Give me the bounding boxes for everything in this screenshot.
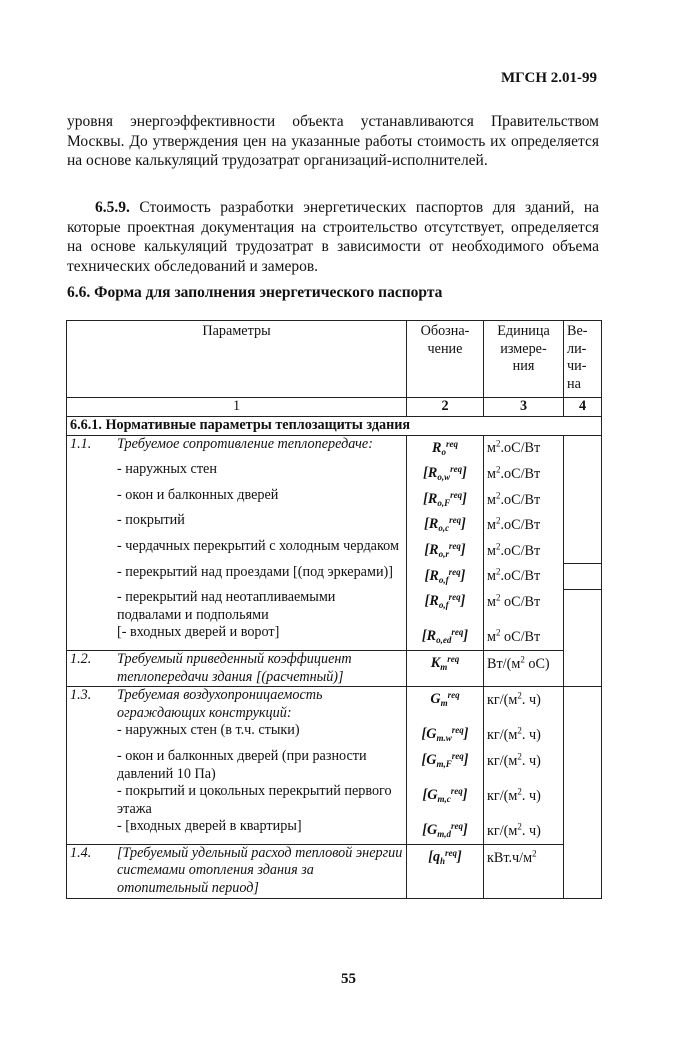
clause-number: 6.5.9.: [95, 199, 130, 216]
parameter-text: - окон и балконных дверей: [117, 486, 279, 503]
unit-text: $кг/(м^2$. ч): [487, 786, 541, 804]
unit-cell: [484, 435, 564, 461]
symbol-base: G: [426, 822, 438, 839]
bracket: ]: [461, 516, 466, 533]
symbol: [410, 436, 480, 462]
parameter-text: Требуемое сопротивление теплопередаче:: [117, 435, 373, 452]
symbol-superscript: req: [450, 464, 463, 475]
value-cell[interactable]: [564, 435, 602, 563]
subsection-title: 6.6.1. Нормативные параметры теплозащиты здания: [67, 417, 602, 436]
parameter-cell: [67, 650, 407, 686]
symbol-superscript: req: [447, 690, 460, 701]
symbol-subscript: m,d: [437, 829, 451, 840]
symbol-base: G: [426, 751, 437, 768]
bracket: [: [421, 726, 427, 743]
item-number: 1.1.: [70, 435, 92, 452]
table-row: [67, 818, 602, 844]
symbol-superscript: req: [451, 725, 464, 736]
bracket: [: [423, 465, 428, 482]
symbol-superscript: req: [447, 653, 460, 664]
unit-cell: [484, 687, 564, 723]
bracket: ]: [462, 787, 468, 804]
parameter-cell: [67, 722, 407, 748]
unit-text: $м^2.оС/Вт$: [487, 489, 541, 508]
symbol-base: G: [430, 691, 441, 708]
parameter-text: Требуемый приведенный коэффициент теплопередачи здания [(расчетный)]: [117, 650, 352, 685]
symbol-subscript: m.w: [436, 733, 452, 744]
section-title: 6.6. Форма для заполнения энергетического паспорта: [67, 284, 443, 301]
col-number: 4: [564, 398, 602, 417]
parameter-text: - окон и балконных дверей (при разности давлений 10 Па): [117, 747, 367, 782]
symbol: [410, 845, 480, 871]
bracket: [: [421, 628, 427, 645]
symbol-cell: [407, 435, 484, 461]
symbol-cell: [407, 589, 484, 624]
symbol-cell: [407, 538, 484, 564]
symbol-base: R: [428, 516, 439, 533]
bracket: [: [421, 751, 427, 768]
unit-text: $кг/(м^2$. ч): [487, 725, 541, 744]
symbol-base: R: [429, 567, 439, 584]
symbol-cell: [407, 687, 484, 723]
header-value: Ве- ли- чи- на: [564, 321, 602, 398]
symbol-cell: [407, 722, 484, 748]
bracket: [: [424, 541, 430, 558]
bracket: [: [424, 593, 430, 610]
symbol: [410, 512, 480, 538]
value-cell[interactable]: [564, 687, 602, 845]
unit-cell: [484, 487, 564, 513]
bracket: [: [422, 787, 428, 804]
symbol-base: R: [432, 439, 442, 456]
parameter-cell: [67, 435, 407, 461]
bracket: ]: [457, 848, 462, 865]
symbol-base: R: [429, 541, 439, 558]
item-number: 1.2.: [70, 650, 92, 667]
unit-cell: [484, 748, 564, 783]
item-number: 1.3.: [70, 687, 92, 704]
parameter-text: - покрытий: [117, 512, 185, 529]
symbol-base: G: [427, 787, 438, 804]
symbol: [410, 624, 480, 650]
symbol-superscript: req: [448, 566, 461, 577]
paragraph: уровня энергоэффективности объекта устанавливаются Правительством Москвы. До утверждения цен на указанные работы стоимость их определяется на основе калькуляций трудозатрат организаций-исполнителей.: [67, 113, 599, 170]
symbol-subscript: o,F: [437, 497, 451, 508]
symbol-superscript: req: [448, 540, 461, 551]
parameter-cell: [67, 487, 407, 513]
symbol: [410, 538, 480, 564]
parameter-cell: [67, 748, 407, 783]
value-cell[interactable]: [564, 589, 602, 650]
bracket: [: [423, 490, 428, 507]
energy-passport-table: [66, 320, 602, 899]
symbol-subscript: o,f: [438, 574, 449, 585]
symbol: [410, 783, 480, 809]
bracket: ]: [462, 490, 467, 507]
symbol-subscript: o,f: [438, 600, 449, 611]
parameter-cell: [67, 589, 407, 624]
value-cell[interactable]: [564, 564, 602, 590]
table-row: [67, 564, 602, 590]
table-row: [67, 687, 602, 723]
unit-text: $м^2.оС/Вт$: [487, 566, 541, 585]
unit-text: $кг/(м^2$. ч): [487, 821, 541, 840]
bracket: [: [428, 848, 433, 865]
parameter-text: - перекрытий над проездами [(под эркерами)]: [117, 563, 393, 580]
page-number: 55: [341, 971, 356, 987]
bracket: ]: [463, 822, 468, 839]
unit-cell: [484, 589, 564, 624]
symbol-subscript: o,ed: [436, 635, 452, 646]
symbol: [410, 487, 480, 513]
col-number: 3: [484, 398, 564, 417]
unit-text: $м^2.оС/Вт$: [487, 438, 541, 457]
unit-cell: [484, 818, 564, 844]
table-row: [67, 650, 602, 686]
symbol-subscript: m,F: [436, 758, 452, 769]
unit-text: $кг/(м^2$. ч): [487, 690, 541, 708]
symbol-cell: [407, 512, 484, 538]
symbol-subscript: m: [440, 698, 448, 709]
parameter-text: - чердачных перекрытий с холодным чердаком: [117, 537, 399, 554]
symbol-cell: [407, 818, 484, 844]
symbol: [410, 651, 480, 677]
parameter-cell: [67, 818, 407, 844]
col-number: 1: [67, 398, 407, 417]
bracket: [: [422, 822, 427, 839]
symbol-superscript: req: [448, 592, 461, 603]
parameter-cell: [67, 512, 407, 538]
value-cell[interactable]: [564, 650, 602, 686]
symbol-base: R: [427, 465, 438, 482]
item-number: 1.4.: [70, 844, 92, 861]
unit-text: $м^2$ оС/Вт: [487, 627, 541, 646]
symbol: [410, 589, 480, 615]
subsection-row: [67, 417, 602, 436]
symbol: [410, 687, 480, 713]
paragraph-text: Стоимость разработки энергетических паспортов для зданий, на которые проектная документация на строительство отсутствует, определяется на основе калькуляций трудозатрат в зависимости от необходимого объема технических обследований и замеров.: [67, 199, 599, 275]
unit-text: $м^2.оС/Вт$: [487, 464, 541, 482]
symbol-base: G: [426, 726, 437, 743]
table-row: [67, 844, 602, 898]
symbol-base: R: [426, 628, 437, 645]
col-number: 2: [407, 398, 484, 417]
parameter-text: [Требуемый удельный расход тепловой энергии системами отопления здания за отопительный период]: [117, 844, 403, 897]
parameter-text: - наружных стен: [117, 461, 217, 478]
bracket: ]: [463, 751, 469, 768]
parameter-cell: [67, 461, 407, 487]
paragraph: [67, 198, 599, 276]
table-row: [67, 748, 602, 783]
parameter-cell: [67, 687, 407, 723]
symbol-cell: [407, 650, 484, 686]
table-row: [67, 435, 602, 461]
symbol-cell: [407, 461, 484, 487]
parameter-text: - наружных стен (в т.ч. стыки): [117, 722, 300, 739]
unit-cell: [484, 624, 564, 650]
symbol-cell: [407, 844, 484, 898]
symbol-superscript: req: [451, 627, 464, 638]
table-row: [67, 512, 602, 538]
symbol-base: q: [432, 848, 441, 865]
unit-text: $м^2.оС/Вт$: [487, 540, 541, 559]
symbol: [410, 461, 480, 487]
symbol-base: K: [430, 654, 441, 671]
table-row: [67, 783, 602, 818]
unit-cell: [484, 650, 564, 686]
parameter-cell: [67, 844, 407, 898]
unit-text: $Вт/(м^2$ оС): [487, 653, 550, 672]
symbol-superscript: req: [451, 750, 464, 761]
symbol-cell: [407, 624, 484, 650]
symbol-subscript: o,w: [437, 472, 451, 483]
unit-text: $м^2$ оС/Вт: [487, 592, 541, 610]
unit-cell: [484, 538, 564, 564]
symbol-cell: [407, 748, 484, 783]
symbol-cell: [407, 487, 484, 513]
unit-cell: [484, 564, 564, 590]
symbol-subscript: m,c: [437, 794, 451, 805]
symbol-cell: [407, 783, 484, 818]
parameter-text: [- входных дверей и ворот]: [117, 624, 280, 641]
bracket: ]: [463, 726, 469, 743]
symbol-superscript: req: [445, 847, 458, 858]
symbol-base: R: [427, 490, 438, 507]
parameter-cell: [67, 564, 407, 590]
symbol-superscript: req: [449, 515, 462, 526]
unit-cell: [484, 783, 564, 818]
header-unit: Единица измере- ния: [484, 321, 564, 398]
symbol-cell: [407, 564, 484, 590]
bracket: ]: [460, 593, 466, 610]
symbol-superscript: req: [450, 786, 463, 797]
bracket: ]: [463, 628, 469, 645]
bracket: ]: [462, 465, 467, 482]
table-header-row: [67, 321, 602, 398]
symbol-subscript: h: [440, 855, 446, 866]
symbol-base: R: [429, 593, 439, 610]
unit-cell: [484, 722, 564, 748]
symbol-subscript: m: [440, 661, 448, 672]
table-row: [67, 461, 602, 487]
unit-cell: [484, 461, 564, 487]
column-numbers-row: [67, 398, 602, 417]
bracket: [: [424, 516, 429, 533]
bracket: ]: [460, 567, 466, 584]
unit-text: $кВт.ч/м^2$: [487, 847, 537, 866]
unit-text: $кг/(м^2$. ч): [487, 750, 541, 769]
symbol-subscript: o,r: [438, 548, 449, 559]
bracket: [: [424, 567, 430, 584]
symbol: [410, 722, 480, 748]
document-code: МГСН 2.01-99: [501, 70, 597, 86]
unit-cell: [484, 512, 564, 538]
symbol: [410, 748, 480, 774]
unit-text: $м^2.оС/Вт$: [487, 515, 541, 534]
header-symbol: Обозна- чение: [407, 321, 484, 398]
value-cell[interactable]: [564, 844, 602, 898]
bracket: ]: [460, 541, 466, 558]
unit-cell: [484, 844, 564, 898]
table-row: [67, 722, 602, 748]
parameter-text: Требуемая воздухопроницаемость ограждающих конструкций:: [117, 687, 323, 721]
symbol-superscript: req: [450, 489, 463, 500]
symbol-superscript: req: [451, 821, 463, 832]
parameter-cell: [67, 538, 407, 564]
parameter-text: - покрытий и цокольных перекрытий первого этажа: [117, 783, 392, 817]
parameter-text: - перекрытий над неотапливаемыми подвалами и подпольями: [117, 589, 336, 623]
parameter-cell: [67, 783, 407, 818]
symbol-subscript: o: [441, 446, 446, 457]
symbol-superscript: req: [445, 438, 458, 449]
symbol: [410, 818, 480, 844]
table-row: [67, 487, 602, 513]
symbol-subscript: o,c: [438, 523, 450, 534]
table-row: [67, 624, 602, 650]
symbol: [410, 564, 480, 590]
table-row: [67, 538, 602, 564]
parameter-cell: [67, 624, 407, 650]
header-parameters: Параметры: [67, 321, 407, 398]
table-row: [67, 589, 602, 624]
parameter-text: - [входных дверей в квартиры]: [117, 818, 302, 835]
